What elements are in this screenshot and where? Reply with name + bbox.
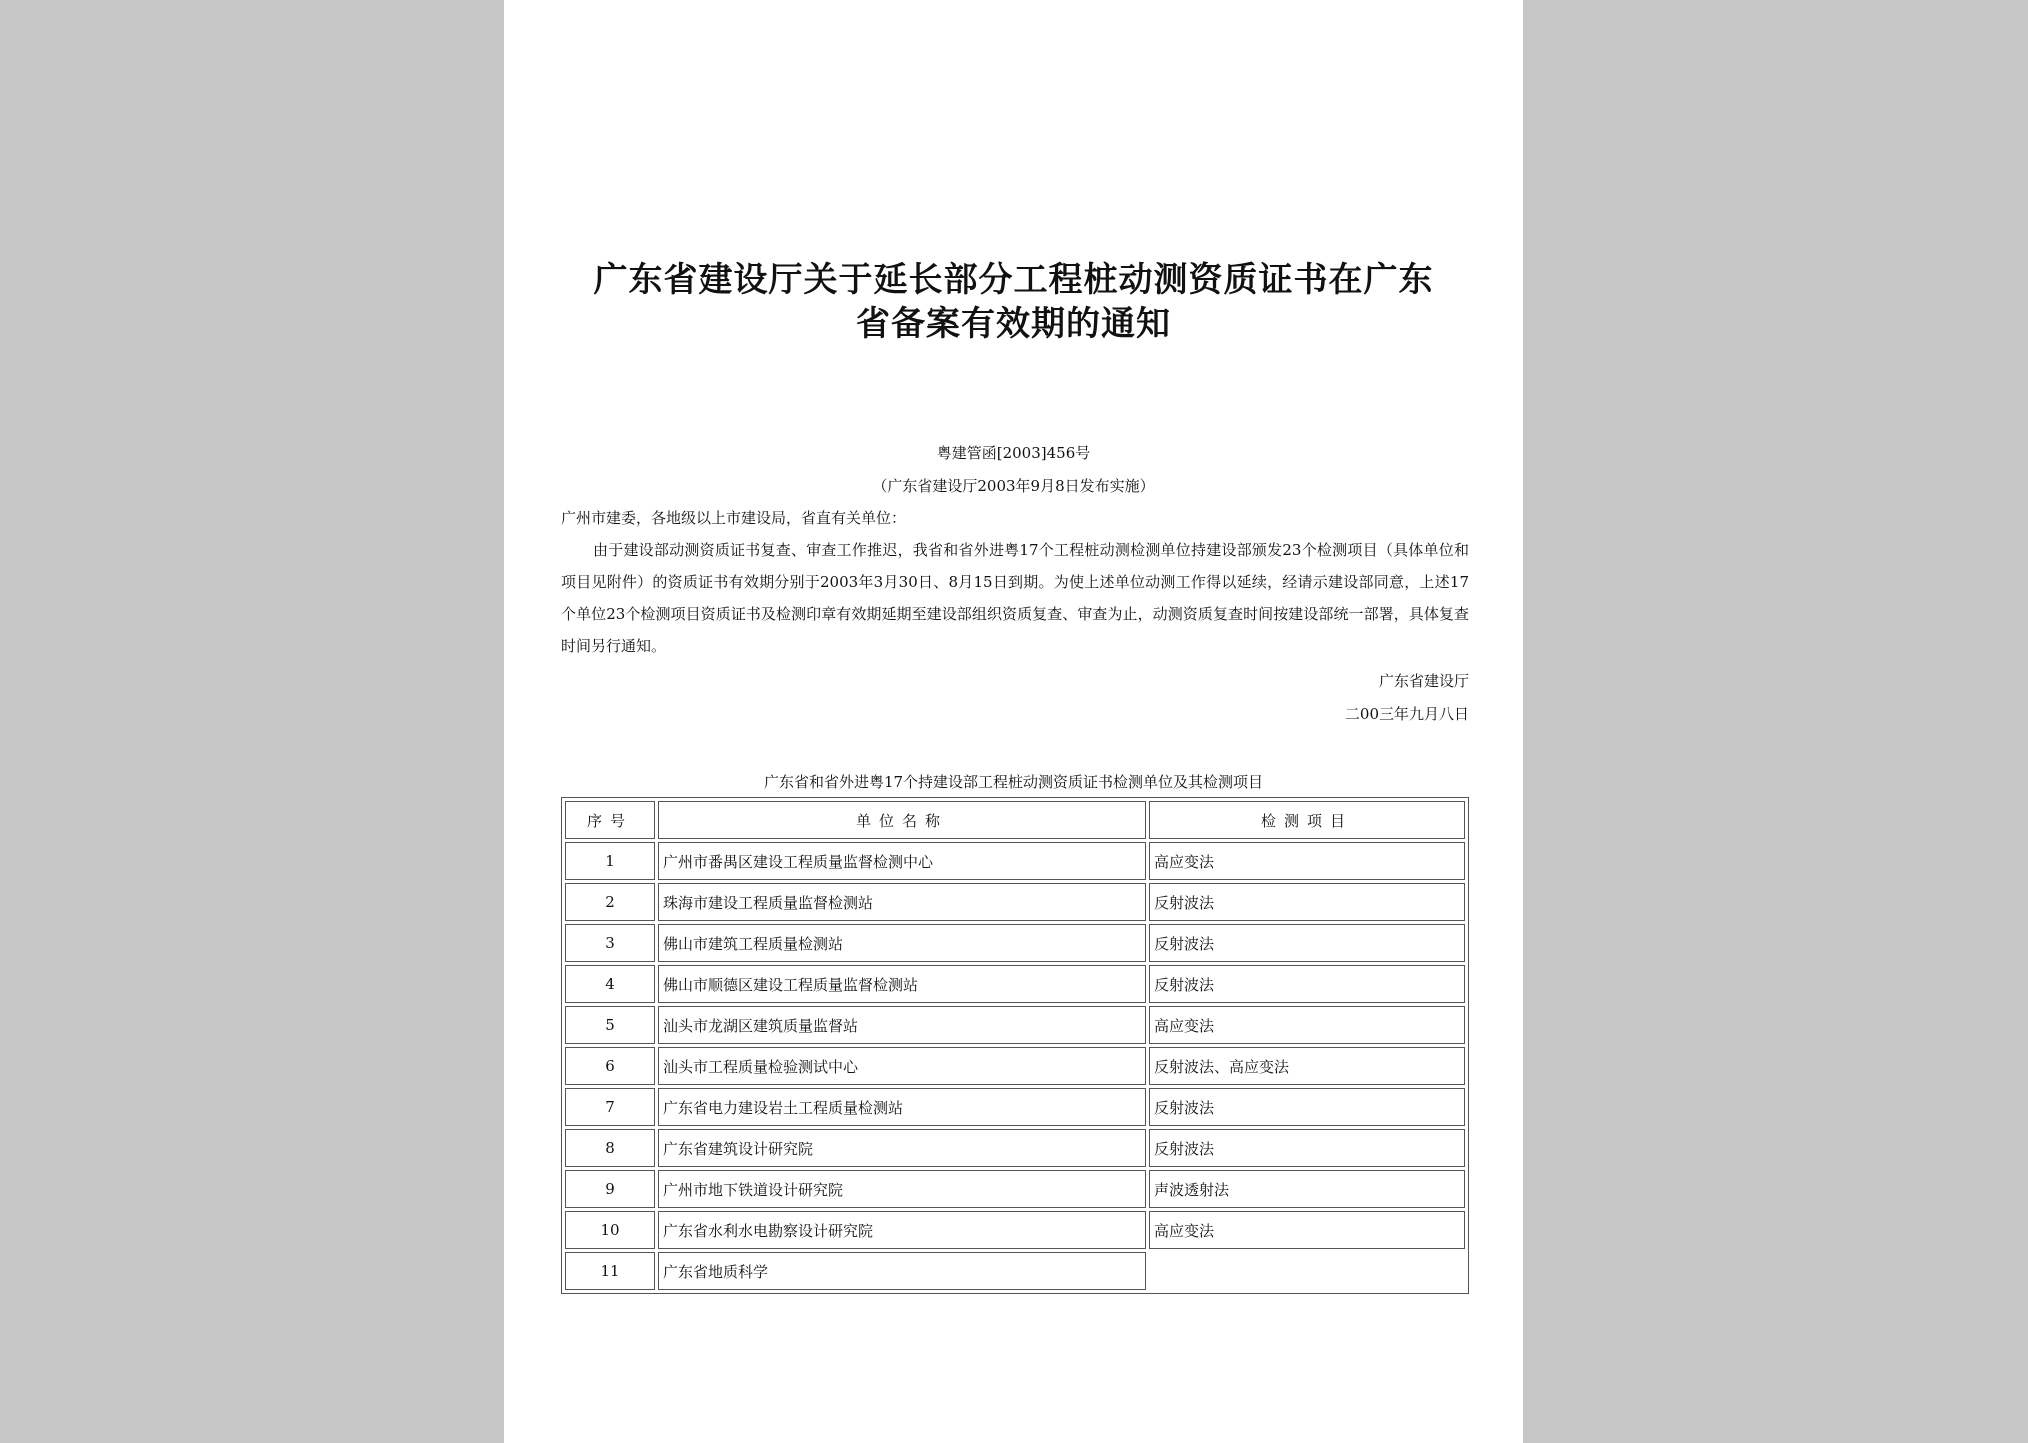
row-unit: 广东省水利水电勘察设计研究院 [658, 1211, 1146, 1249]
row-unit: 汕头市工程质量检验测试中心 [658, 1047, 1146, 1085]
signature-date: 二00三年九月八日 [1344, 705, 1469, 723]
row-item: 反射波法 [1149, 883, 1465, 921]
table-row [565, 1211, 1465, 1249]
row-item: 反射波法 [1149, 1129, 1465, 1167]
body-paragraph: 由于建设部动测资质证书复查、审查工作推迟，我省和省外进粤17个工程桩动测检测单位持建设部颁发23个检测项目（具体单位和项目见附件）的资质证书有效期分别于2003年3月30日、8月15日到期。为使上述单位动测工作得以延续，经请示建设部同意，上述17个单位23个检测项目资质证书及检测印章有效期延期至建设部组织资质复查、审查为止，动测资质复查时间按建设部统一部署，具体复查时间另行通知。 [561, 541, 1469, 655]
row-number: 5 [565, 1006, 655, 1044]
row-unit: 佛山市顺德区建设工程质量监督检测站 [658, 965, 1146, 1003]
title-line-1: 广东省建设厅关于延长部分工程桩动测资质证书在广东 [593, 260, 1434, 300]
document-number: 粤建管函[2003]456号 [936, 444, 1091, 462]
row-number: 8 [565, 1129, 655, 1167]
row-number: 4 [565, 965, 655, 1003]
document-title [544, 258, 1483, 346]
table-row [565, 883, 1465, 921]
row-unit: 汕头市龙湖区建筑质量监督站 [658, 1006, 1146, 1044]
row-number: 10 [565, 1211, 655, 1249]
row-number: 9 [565, 1170, 655, 1208]
title-line-2: 省备案有效期的通知 [856, 304, 1171, 344]
header-number: 序号 [565, 801, 655, 839]
inspection-units-table [561, 797, 1469, 1294]
row-unit: 广州市地下铁道设计研究院 [658, 1170, 1146, 1208]
row-unit: 广东省电力建设岩土工程质量检测站 [658, 1088, 1146, 1126]
row-unit: 广东省建筑设计研究院 [658, 1129, 1146, 1167]
table-row [565, 1252, 1465, 1290]
table-row [565, 1129, 1465, 1167]
table-row [565, 1047, 1465, 1085]
row-item: 高应变法 [1149, 1006, 1465, 1044]
table-row [565, 965, 1465, 1003]
row-item: 反射波法 [1149, 1088, 1465, 1126]
row-unit: 珠海市建设工程质量监督检测站 [658, 883, 1146, 921]
header-unit-name: 单位名称 [658, 801, 1146, 839]
row-item: 声波透射法 [1149, 1170, 1465, 1208]
row-unit: 广州市番禺区建设工程质量监督检测中心 [658, 842, 1146, 880]
table-row [565, 1088, 1465, 1126]
row-number: 7 [565, 1088, 655, 1126]
table-header-row [565, 801, 1465, 839]
signature-organization: 广东省建设厅 [1378, 672, 1469, 690]
row-number: 3 [565, 924, 655, 962]
row-number: 2 [565, 883, 655, 921]
header-inspection-item: 检测项目 [1149, 801, 1465, 839]
table-row [565, 924, 1465, 962]
row-item: 反射波法 [1149, 924, 1465, 962]
table-row [565, 842, 1465, 880]
row-unit: 佛山市建筑工程质量检测站 [658, 924, 1146, 962]
row-number: 11 [565, 1252, 655, 1290]
table-row [565, 1170, 1465, 1208]
row-item: 高应变法 [1149, 842, 1465, 880]
document-page [504, 0, 1523, 1443]
row-number: 6 [565, 1047, 655, 1085]
row-item: 高应变法 [1149, 1211, 1465, 1249]
row-item: 反射波法 [1149, 965, 1465, 1003]
row-unit: 广东省地质科学 [658, 1252, 1146, 1290]
issue-note: （广东省建设厅2003年9月8日发布实施） [872, 477, 1155, 495]
table-row [565, 1006, 1465, 1044]
greeting: 广州市建委，各地级以上市建设局，省直有关单位： [561, 509, 907, 527]
row-number: 1 [565, 842, 655, 880]
table-title: 广东省和省外进粤17个持建设部工程桩动测资质证书检测单位及其检测项目 [763, 773, 1264, 791]
row-item [1149, 1252, 1465, 1290]
row-item: 反射波法、高应变法 [1149, 1047, 1465, 1085]
